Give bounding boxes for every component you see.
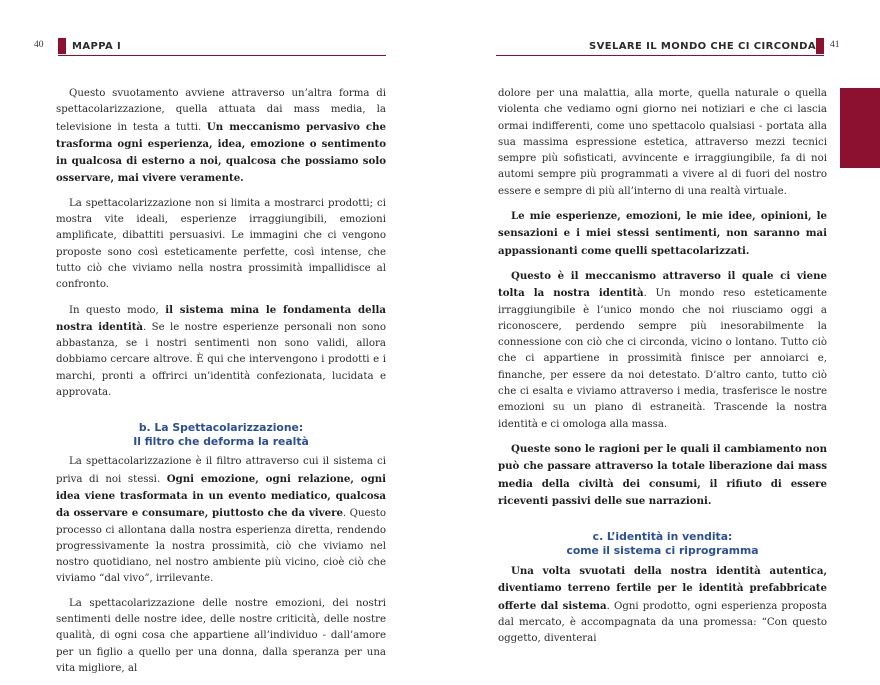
header-rule-right [496,55,824,56]
left-body-text [56,86,386,685]
chapter-marker-right [816,38,824,54]
section-heading-b: b. La Spettacolarizzazione: Il filtro che deforma la realtà [133,421,309,448]
running-header-left: MAPPA I [72,41,122,52]
chapter-marker-left [58,38,66,54]
paragraph: In questo modo, il sistema mina le fondamenta della nostra identità. Se le nostre esperienze personali non sono abbastanza, se i nostri sentimenti non sono validi, allora dobbiamo cercare altrove. È qui che intervengono i prodotti e i marchi, pronti a offrirci un’identità confezionata, lucidata e approvata. [56,303,386,399]
paragraph: La spettacolarizzazione non si limita a mostrarci prodotti; ci mostra vite ideali, esperienze irraggiungibili, emozioni amplificate, dibattiti persuasivi. Le immagini che ci vengono proposte sono così esteticamente perfette, così intense, che tutto ciò che viviamo nella nostra prossimità impallidisce al confronto. [56,197,386,291]
paragraph: Queste sono le ragioni per le quali il cambiamento non può che passare attraverso la totale liberazione dai mass media della civiltà dei consumi, il rifiuto di essere riceventi passivi delle sue narrazioni. [498,442,827,507]
paragraph: La spettacolarizzazione è il filtro attraverso cui il sistema ci priva di noi stessi. Ogni emozione, ogni relazione, ogni idea viene trasformata in un evento mediatico, qualcosa da osservare e consumare, piuttosto che da vivere. Questo processo ci allontana dalla nostra esperienza diretta, rendendo progressivamente la nostra prossimità, ciò che viviamo nel nostro quotidiano, nel nostro ambiente più vicino, cioè ciò che viviamo “dal vivo”, irrilevante. [56,456,386,585]
paragraph: Una volta svuotati della nostra identità autentica, diventiamo terreno fertile per le identità prefabbricate offerte dal sistema. Ogni prodotto, ogni esperienza proposta dal mercato, è accompagnata da una promessa: “Con questo oggetto, diventerai [498,565,827,645]
running-header-right: SVELARE IL MONDO CHE CI CIRCONDA [589,41,816,52]
paragraph: Questo svuotamento avviene attraverso un’altra forma di spettacolarizzazione, quella attuata dai mass media, la televisione in testa a tutti. Un meccanismo pervasivo che trasforma ogni esperienza, idea, emozione o sentimento in qualcosa di esterno a noi, qualcosa che possiamo solo osservare, mai vivere veramente. [56,88,386,185]
paragraph: La spettacolarizzazione delle nostre emozioni, dei nostri sentimenti delle nostre idee, delle nostre criticità, delle nostre qualità, di ogni cosa che appartiene all’individuo - dall’amore per un figlio a quello per una donna, dalla speranza per una vita migliore, al [56,597,386,674]
section-heading-c: c. L’identità in vendita: come il sistema ci riprogramma [566,530,759,557]
chapter-thumb-tab [840,88,880,168]
paragraph: Le mie esperienze, emozioni, le mie idee, opinioni, le sensazioni e i miei stessi sentimenti, non saranno mai appassionanti come quelli spettacolarizzati. [498,210,827,257]
page-number-right: 41 [830,40,840,50]
header-rule-left [58,55,386,56]
page-number-left: 40 [34,40,44,50]
paragraph: dolore per una malattia, alla morte, quella naturale o quella violenta che vediamo ogni giorno nei notiziari e che ci lascia ormai indifferenti, come uno spettacolo qualsiasi - portata alla sua massima espressione estetica, attraverso mezzi tecnici sempre più sofisticati, avvincente e irraggiungibile, fa di noi automi sempre più programmati a vivere al di fuori del nostro essere e sempre di più all’interno di una realtà virtuale. [498,88,827,197]
left-page [0,0,440,674]
paragraph: Questo è il meccanismo attraverso il quale ci viene tolta la nostra identità. Un mondo reso esteticamente irraggiungibile è l’unico mondo che noi riusciamo oggi a riconoscere, perdendo sempre più inesorabilmente la connessione con ciò che ci circonda, vicino o lontano. Tutto ciò che ci appartiene in prossimità finisce per annoiarci e, finanche, per essere da noi detestato. D’altro canto, tutto ciò che ci esalta e viviamo attraverso i media, trasferisce le nostre emozioni su un piano di estraneità. Trascende la nostra identità e ci omologa alla massa. [498,269,827,430]
right-body-text [498,86,827,656]
right-page [440,0,880,660]
